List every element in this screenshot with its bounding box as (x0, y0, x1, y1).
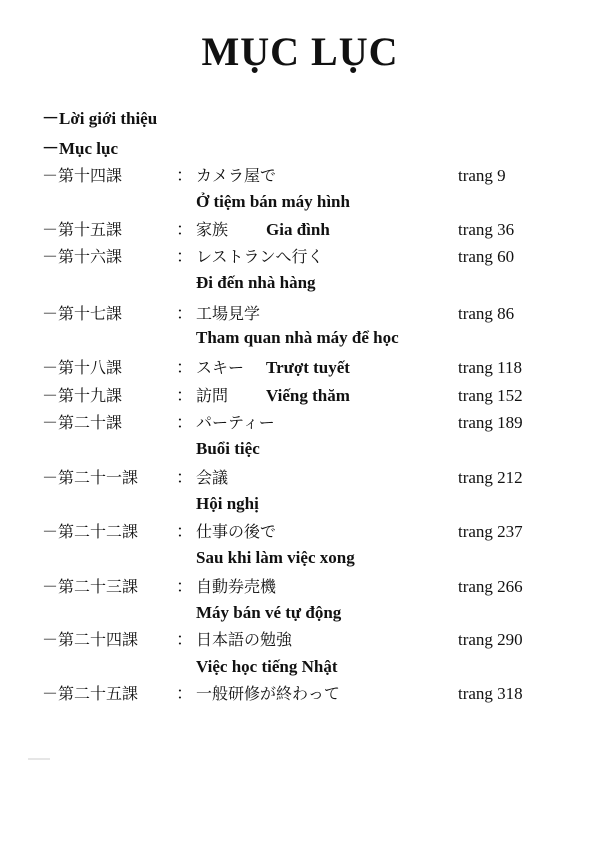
separator-colon: ： (176, 247, 193, 267)
lesson-number: －第十五課 (42, 220, 123, 239)
page-reference: trang 212 (458, 468, 523, 487)
vietnamese-title-lesson-24: Việc học tiếng Nhật (196, 657, 338, 676)
vietnamese-title: Viếng thăm (266, 386, 350, 405)
vietnamese-title-lesson-21: Hội nghị (196, 494, 259, 513)
page-reference: trang 36 (458, 220, 515, 239)
japanese-title: 仕事の後で (196, 522, 277, 541)
toc-entry-lesson-15 (42, 216, 582, 244)
lesson-number: －第十九課 (42, 386, 123, 405)
page-title: MỤC LỤC (201, 29, 399, 74)
lesson-number: －第十七課 (42, 304, 123, 323)
japanese-title: 工場見学 (196, 304, 261, 323)
vietnamese-title-lesson-16: Đi đến nhà hàng (196, 273, 316, 292)
toc-entry-lesson-14 (42, 162, 582, 190)
toc-entry-lesson-19 (42, 382, 582, 410)
lesson-number: －第二十二課 (42, 522, 139, 541)
lesson-number: －第二十課 (42, 413, 123, 432)
page-reference: trang 86 (458, 304, 515, 323)
lesson-number: －第二十三課 (42, 577, 139, 596)
japanese-title: カメラ屋で (196, 166, 277, 185)
japanese-title: スキー (196, 358, 245, 377)
japanese-title: 家族 (196, 220, 229, 239)
separator-colon: ： (176, 684, 193, 704)
lesson-number: －第十六課 (42, 247, 123, 266)
vietnamese-title-lesson-17: Tham quan nhà máy để học (196, 328, 399, 347)
vietnamese-title-lesson-22: Sau khi làm việc xong (196, 548, 355, 567)
vietnamese-title-lesson-23: Máy bán vé tự động (196, 603, 342, 622)
japanese-title: 日本語の勉強 (196, 630, 293, 649)
vietnamese-title-lesson-20: Buổi tiệc (196, 439, 260, 458)
separator-colon: ： (176, 630, 193, 650)
page-reference: trang 266 (458, 577, 523, 596)
japanese-title: 自動券売機 (196, 577, 277, 596)
toc-entry-lesson-18 (42, 354, 582, 382)
toc-entry-lesson-20 (42, 409, 582, 437)
page-reference: trang 152 (458, 386, 523, 405)
japanese-title: 訪問 (196, 386, 229, 405)
separator-colon: ： (176, 577, 193, 597)
lesson-number: －第十八課 (42, 358, 123, 377)
vietnamese-title-lesson-14: Ở tiệm bán máy hình (196, 192, 350, 211)
separator-colon: ： (176, 166, 193, 186)
lesson-number: －第十四課 (42, 166, 123, 185)
intro-item-preface: －Lời giới thiệu (42, 109, 158, 128)
page-reference: trang 189 (458, 413, 523, 432)
toc-entry-lesson-21 (42, 464, 582, 492)
page-reference: trang 237 (458, 522, 523, 541)
japanese-title: パーティー (196, 413, 275, 432)
page-reference: trang 118 (458, 358, 523, 377)
separator-colon: ： (176, 358, 193, 378)
toc-entry-lesson-16 (42, 243, 582, 271)
separator-colon: ： (176, 468, 193, 488)
toc-entry-lesson-22 (42, 518, 582, 546)
intro-item-contents: －Mục lục (42, 139, 119, 158)
separator-colon: ： (176, 522, 193, 542)
vietnamese-title: Trượt tuyết (266, 358, 350, 377)
separator-colon: ： (176, 220, 193, 240)
separator-colon: ： (176, 386, 193, 406)
separator-colon: ： (176, 304, 193, 324)
toc-entry-lesson-23 (42, 573, 582, 601)
page-reference: trang 318 (458, 684, 523, 703)
toc-entry-lesson-25 (42, 680, 582, 708)
lesson-number: －第二十五課 (42, 684, 139, 703)
page-reference: trang 290 (458, 630, 523, 649)
toc-entry-lesson-24 (42, 626, 582, 654)
page-reference: trang 60 (458, 247, 515, 266)
separator-colon: ： (176, 413, 193, 433)
japanese-title: レストランへ行く (196, 247, 324, 266)
japanese-title: 会議 (196, 468, 229, 487)
vietnamese-title: Gia đình (266, 220, 330, 239)
lesson-number: －第二十一課 (42, 468, 139, 487)
bleed-through-mark (28, 758, 50, 760)
japanese-title: 一般研修が終わって (196, 684, 340, 703)
page-reference: trang 9 (458, 166, 506, 185)
lesson-number: －第二十四課 (42, 630, 139, 649)
toc-entry-lesson-17 (42, 300, 582, 328)
